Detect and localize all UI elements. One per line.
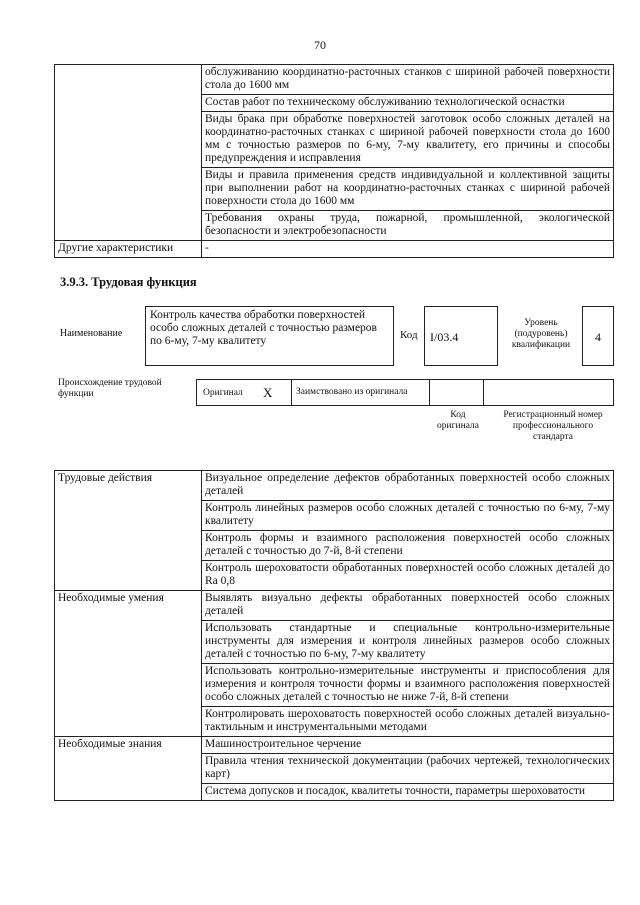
level-label: Уровень (подуровень) квалификации — [511, 318, 571, 350]
knowledge-table-continued — [54, 64, 614, 258]
other-characteristics-value: - — [202, 241, 614, 258]
function-name-box — [145, 306, 394, 366]
knowledge-item: обслуживанию координатно-расточных станков с шириной рабочей поверхности стола до 1600 мм — [202, 65, 614, 95]
skill-item: Выявлять визуально дефекты обработанных поверхностей особо сложных деталей — [202, 591, 614, 621]
original-mark: X — [263, 385, 273, 400]
knowledge-item: Состав работ по техническому обслуживанию технологической оснастки — [202, 95, 614, 112]
level-box — [582, 306, 614, 366]
origin-code-caption: Код оригинала — [437, 410, 479, 431]
action-item: Контроль шероховатости обработанных поверхностей особо сложных деталей до Ra 0,8 — [202, 561, 614, 591]
knowledge-item: Виды брака при обработке поверхностей заготовок особо сложных деталей на координатно-расточных станках с шириной рабочей поверхности стола до 1600 мм с точностью размеров по 6-му, 7-му квалитету, его причины и способы предупреждения и исправления — [202, 112, 614, 168]
level-value: 4 — [595, 330, 601, 344]
skill-item: Использовать контрольно-измерительные инструменты и приспособления для измерения и контроля точности формы и взаимного расположения поверхностей особо сложных деталей с точностью не ниже 7-й, 8-й степени — [202, 664, 614, 707]
original-box — [196, 379, 292, 406]
knowledge-row: Правила чтения технической документации (рабочих чертежей, технологических карт) — [202, 754, 614, 784]
code-box — [424, 306, 498, 366]
origin-code-box — [429, 379, 484, 406]
labour-function-table — [54, 470, 614, 801]
registration-box — [483, 379, 614, 406]
origin-label: Происхождение трудовой функции — [58, 378, 162, 399]
page-number: 70 — [314, 38, 326, 52]
code-value: I/03.4 — [430, 330, 459, 344]
borrowed-label: Заимствовано из оригинала — [296, 387, 408, 397]
knowledge-label: Необходимые знания — [55, 737, 202, 801]
action-item: Контроль линейных размеров особо сложных деталей с точностью по 6-му, 7-му квалитету — [202, 501, 614, 531]
skill-item: Использовать стандартные и специальные контрольно-измерительные инструменты для измерения и контроля линейных размеров особо сложных деталей с точностью по 6-му, 7-му квалитету — [202, 621, 614, 664]
other-characteristics-label: Другие характеристики — [55, 241, 202, 258]
action-item: Контроль формы и взаимного расположения поверхностей особо сложных деталей с точностью до 7-й, 8-й степени — [202, 531, 614, 561]
knowledge-row: Система допусков и посадок, квалитеты точности, параметры шероховатости — [202, 784, 614, 801]
original-label: Оригинал — [203, 388, 243, 398]
action-item: Визуальное определение дефектов обработанных поверхностей особо сложных деталей — [202, 471, 614, 501]
registration-caption: Регистрационный номер профессионального стандарта — [503, 410, 603, 442]
knowledge-item: Виды и правила применения средств индивидуальной и коллективной защиты при выполнении работ на координатно-расточных станках с шириной рабочей поверхности стола до 1600 мм — [202, 168, 614, 211]
skills-label: Необходимые умения — [55, 591, 202, 737]
name-label: Наименование — [60, 328, 123, 339]
skill-item: Контролировать шероховатость поверхностей особо сложных деталей визуально-тактильным и инструментальными методами — [202, 707, 614, 737]
section-heading: 3.9.3. Трудовая функция — [60, 275, 197, 289]
knowledge-item: Требования охраны труда, пожарной, промышленной, экологической безопасности и электробезопасности — [202, 211, 614, 241]
empty-label-cell — [55, 65, 202, 241]
actions-label: Трудовые действия — [55, 471, 202, 591]
code-label: Код — [400, 329, 418, 341]
function-name-value: Контроль качества обработки поверхностей особо сложных деталей с точностью размеров по 6-му, 7-му квалитету — [150, 309, 377, 347]
knowledge-row: Машиностроительное черчение — [202, 737, 614, 754]
borrowed-box — [291, 379, 430, 406]
